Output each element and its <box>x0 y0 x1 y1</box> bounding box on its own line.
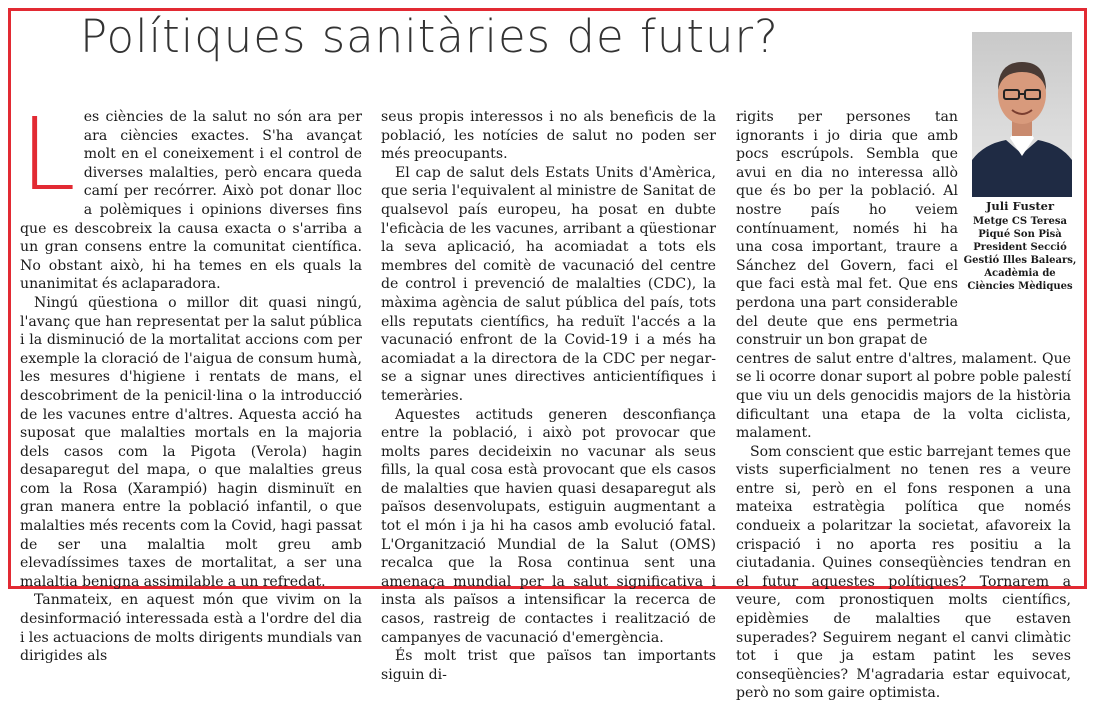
headline: Polítiques sanitàries de futur? <box>80 10 779 63</box>
author-role-line: Acadèmia de <box>984 268 1056 279</box>
column-3 <box>736 108 1071 703</box>
paragraph-1-text: es ciències de la salut no són ara per ara ciències exactes. S'ha avançat molt en el coneixement i el control de diverses malalties, però encara queda camí per recórrer. Això pot donar lloc a polèmiques i opinions diverses fins que es descobreix la causa exacta o s'arriba a un gran consens entre la comunitat científica. No obstant això, hi ha temes en els quals la unanimitat és aclaparadora. <box>20 109 362 293</box>
author-portrait-icon <box>972 32 1072 197</box>
paragraph-2: Ningú qüestiona o millor dit quasi ningú, l'avanç que han representat per la salut pública i la disminució de la mortalitat accions com per exemple la cloració de l'aigua de consum humà, les mesures d'higiene i rentats de mans, el descobriment de la penicil·lina o la introducció de les vacunes entre d'altres. Aquesta acció ha suposat que malalties mortals en la majoria dels casos com la Pigota (Verola) hagin desaparegut del mapa, o que malalties greus com la Rosa (Xarampió) hagin disminuït en gran manera entre la població infantil, o que malalties més recents com la Covid, hagi passat de ser una malaltia molt greu amb elevadíssimes taxes de mortalitat, a ser una malaltia benigna assimilable a un refredat. <box>20 294 362 590</box>
author-photo <box>972 32 1072 197</box>
author-caption <box>960 200 1080 293</box>
author-role-line: Metge CS Teresa <box>973 216 1067 227</box>
drop-cap: L <box>20 96 76 213</box>
paragraph-1 <box>20 96 362 294</box>
paragraph-6: Aquestes actituds generen desconfiança entre la població, i això pot provocar que molts pares decideixin no vacunar als seus fills, la qual cosa està provocant que els casos de malalties que havien quasi desaparegut als països desenvolupats, estiguin augmentant a tot el món i ja hi ha casos amb evolució fatal. L'Organització Mundial de la Salut (OMS) recalca que la Rosa continua sent una amenaça mundial per la salut significativa i insta als països a intensificar la recerca de casos, rastreig de contactes i realització de campanyes de vacunació d'emergència. <box>381 406 716 646</box>
author-role-line: President Secció <box>973 242 1067 253</box>
paragraph-8b: centres de salut entre d'altres, malament. Que se li ocorre donar suport al pobre poble palestí que viu un dels genocidis majors de la història dificultant una etapa de la volta ciclista, malament. <box>736 350 1071 442</box>
author-role-line: Piqué Son Pisà <box>978 229 1062 240</box>
paragraph-9: Som conscient que estic barrejant temes que vists superficialment no tenen res a veure entre si, però en el fons responen a una mateixa estratègia política que només condueix a polaritzar la societat, afavoreix la crispació i no aporta res positiu a la ciutadania. Quines conseqüències tendran en el futur aquestes polítiques? Tornarem a veure, com pronostiquen molts científics, epidèmies de malalties que estaven superades? Seguirem negant el canvi climàtic tot i que ja estam patint les seves conseqüències? M'agradaria estar equivocat, però no som gaire optimista. <box>736 443 1071 702</box>
paragraph-7: És molt trist que països tan importants siguin di- <box>381 648 716 683</box>
column-2 <box>381 108 716 684</box>
author-role-line: Ciències Mèdiques <box>967 281 1073 292</box>
author-role-line: Gestió Illes Balears, <box>963 255 1077 266</box>
author-name: Juli Fuster <box>985 199 1055 213</box>
paragraph-4: seus propis interessos i no als beneficis de la població, les notícies de salut no poden ser més preocupants. <box>381 109 716 163</box>
paragraph-3: Tanmateix, en aquest món que vivim on la desinformació interessada està a l'ordre del dia i les actuacions de molts dirigents mundials van dirigides als <box>20 592 362 665</box>
paragraph-8a: rigits per persones tan ignorants i jo diria que amb pocs escrúpols. Sembla que avui en dia no interessa allò que és bo per la població. Al nostre país ho veiem contínuament, només hi ha una cosa important, traure a Sánchez del Govern, faci el que faci està mal fet. Que ens perdona una part considerable del deute que ens permetria construir un bon grapat de <box>736 109 958 349</box>
paragraph-5: El cap de salut dels Estats Units d'Amèrica, que seria l'equivalent al ministre de Sanitat de qualsevol país europeu, ha posat en dubte l'eficàcia de les vacunes, arribant a qüestionar la seva aplicació, ha acomiadat a tots els membres del comitè de vacunació del centre de control i prevenció de malalties (CDC), la màxima agència de salut pública del país, tots ells reputats científics, ha reduït l'accés a la vacunació enfront de la Covid-19 i a més ha acomiadat a la directora de la CDC per negar-se a signar unes directives anticientífiques i temeràries. <box>381 164 716 404</box>
column-1 <box>20 96 362 666</box>
